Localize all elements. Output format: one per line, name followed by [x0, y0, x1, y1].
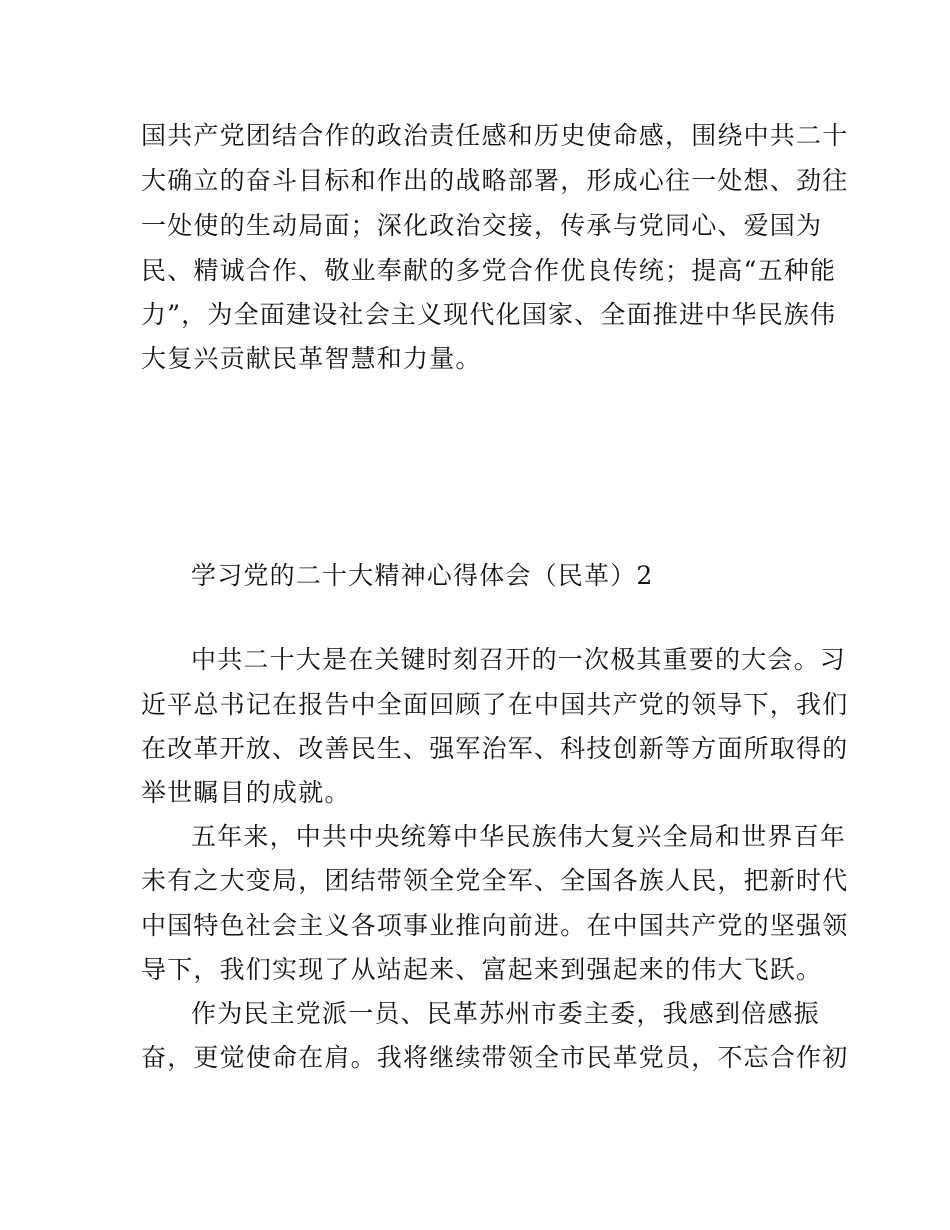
paragraph-line: 导下，我们实现了从站起来、富起来到强起来的伟大飞跃。: [141, 955, 823, 984]
section-title: 学习党的二十大精神心得体会（民革）2: [191, 561, 654, 590]
paragraph-line: 五年来，中共中央统筹中华民族伟大复兴全局和世界百年: [191, 822, 847, 851]
paragraph-line: 举世瞩目的成就。: [141, 778, 351, 807]
paragraph-line: 民、精诚合作、敬业奉献的多党合作优良传统；提高“五种能: [141, 256, 837, 285]
paragraph-line: 国共产党团结合作的政治责任感和历史使命感，围绕中共二十: [141, 121, 849, 150]
paragraph-line: 中共二十大是在关键时刻召开的一次极其重要的大会。习: [191, 645, 847, 674]
paragraph-line: 近平总书记在报告中全面回顾了在中国共产党的领导下，我们: [141, 690, 849, 719]
paragraph-line: 力”，为全面建设社会主义现代化国家、全面推进中华民族伟: [141, 300, 837, 329]
paragraph-line: 一处使的生动局面；深化政治交接，传承与党同心、爱国为: [141, 211, 823, 240]
paragraph-line: 奋，更觉使命在肩。我将继续带领全市民革党员，不忘合作初: [141, 1043, 849, 1072]
paragraph-line: 中国特色社会主义各项事业推向前进。在中国共产党的坚强领: [141, 911, 849, 940]
paragraph-line: 大确立的奋斗目标和作出的战略部署，形成心往一处想、劲往: [141, 166, 849, 195]
paragraph-line: 大复兴贡献民革智慧和力量。: [141, 344, 482, 373]
paragraph-line: 未有之大变局，团结带领全党全军、全国各族人民，把新时代: [141, 866, 849, 895]
paragraph-line: 在改革开放、改善民生、强军治军、科技创新等方面所取得的: [141, 734, 849, 763]
paragraph-line: 作为民主党派一员、民革苏州市委主委，我感到倍感振: [191, 999, 820, 1028]
